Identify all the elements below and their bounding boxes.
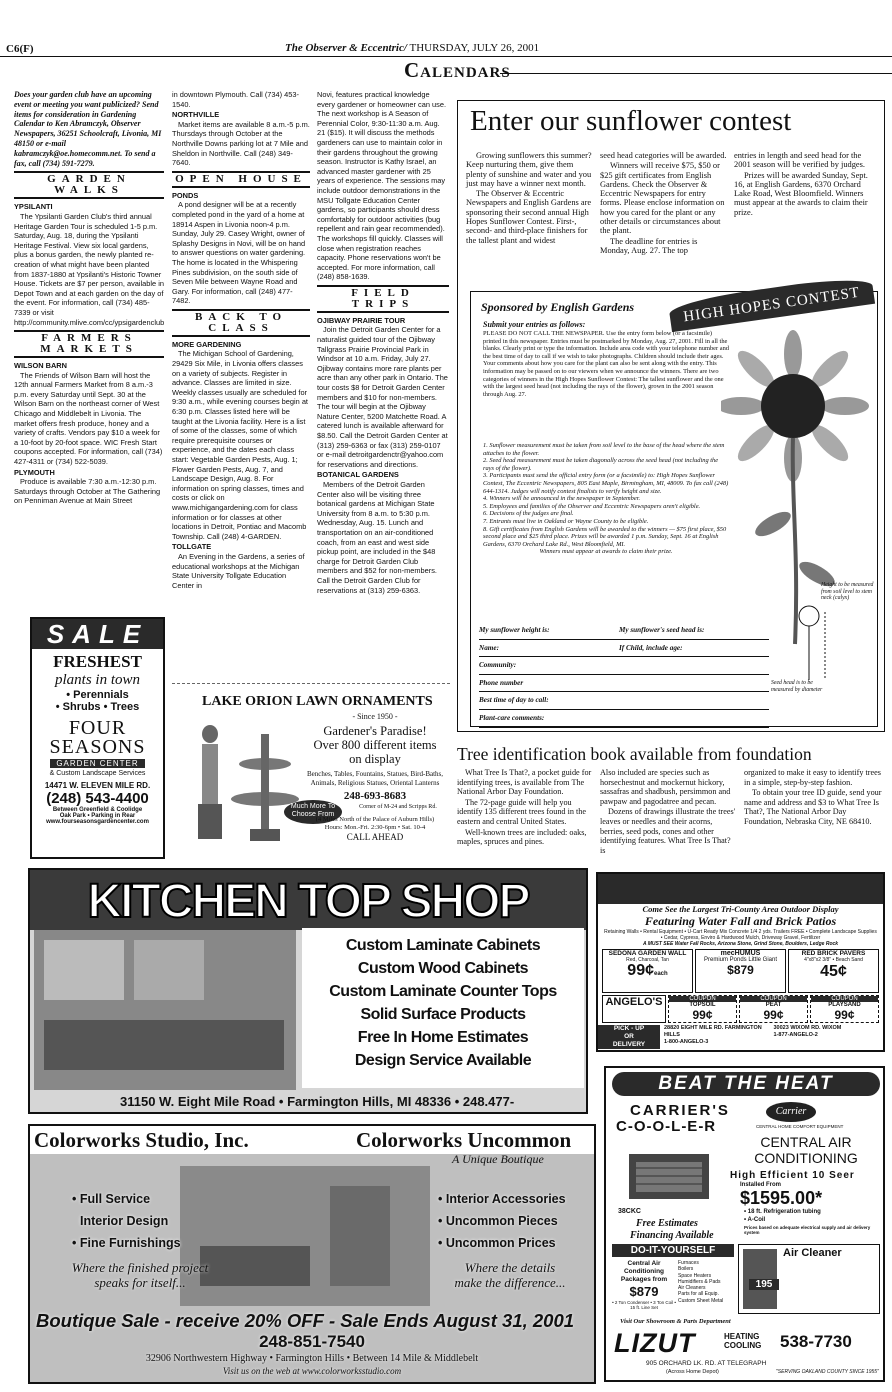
location-text: (4 Miles North of the Palace of Auburn Hills) [315, 816, 435, 823]
carrier-tag: CENTRAL HOME COMFORT EQUIPMENT [756, 1124, 844, 1129]
landscape-label: & Custom Landscape Services [49, 770, 146, 777]
lake-orion-phone: 248-693-8683 [343, 790, 407, 802]
service-2: Custom Wood Cabinets [357, 960, 529, 977]
column-3 [317, 90, 449, 596]
botanical-text: Members of the Detroit Garden Center also will be visiting three botanical gardens at Michigan State University from 8 a.m. to 5:30 p.m. Wednesday, Aug. 15. Lunch and transportation on an air-conditioned coach, from an east and west side pickup point, are included in the $48 charge for Detroit Garden Club members and $52 for non-members. Call the Detroit Garden Club for reservations at (313) 259-6363. [317, 479, 437, 595]
paradise-text: Gardener's Paradise! Over 800 different items on display [313, 724, 437, 766]
corner-text: Corner of M-24 and Scripps Rd. [359, 804, 437, 810]
angelos-coupons [598, 995, 883, 1023]
kitchen-shop-name: KITCHEN TOP SHOP [87, 875, 529, 928]
angelos-footer: PICK - UP OR DELIVERY 28820 EIGHT MILE RD. FARMINGTON HILLS 1-800-ANGELO-3 30023 WIXOM RD. WIXOM 1-877-ANGELO-2 [598, 1025, 883, 1049]
service-3: Custom Laminate Counter Tops [329, 983, 557, 1000]
field-trips-heading: FIELD TRIPS [317, 285, 449, 313]
entry-form [470, 284, 878, 727]
statue-fountain-icon [180, 714, 300, 849]
angelos-ad [596, 872, 885, 1052]
free-estimates: Free Estimates [636, 1218, 698, 1229]
boutique-sale: Boutique Sale - receive 20% OFF - Sale Ends August 31, 2001 [36, 1310, 575, 1331]
shrubs-trees: • Shrubs • Trees [55, 701, 140, 713]
angelos-products: SEDONA GARDEN WALL Red, Charcoal, Tan 99¢each mecHUMUS Premium Ponds Little Giant $879 RED BRICK PAVERS 4"x8"x2 3/8" • Beach Sand 45¢ [598, 947, 883, 995]
sponsor-text: Sponsored by English Gardens [481, 300, 635, 314]
service-1: Custom Laminate Cabinets [345, 937, 541, 954]
masthead: The Observer & Eccentric/ THURSDAY, JULY 26, 2001 [285, 42, 540, 54]
slogan-right: Where the details make the difference... [454, 1260, 566, 1290]
ojibway-text: Join the Detroit Garden Center for a naturalist guided tour of the Ojibway Tallgrass Prairie Provincial Park in Windsor at 10 a.m. Friday, July 27. Ojibway contains more rare plants per acre than any other park in Ontario. The tour costs $8 for Detroit Garden Center members and $10 for non-members. The tour will begin at the Ojibway Nature Center, 5200 Matchette Road. A catered lunch is available afterward for $8.50. Call the Detroit Garden Center at (313) 259-6363 or fax (313) 259-0107 or e-mail detroitgardenctr@yahoo.com for reservations and directions. [317, 325, 448, 469]
intro-text: Does your garden club have an upcoming event or meeting you want publicized? Send items for consideration in Gardening Calendar to Ken Abramczyk, Observer Newspapers, 36251 Schoolcraft, Livonia, MI 48150 or e-mail kabramczyk@oe.homecomm.net. To send a fax, call (734) 591-7279. [14, 90, 162, 168]
items-list: Benches, Tables, Fountains, Statues, Bird-Baths, Animals, Religious Statues, Oriental Lanterns [306, 770, 444, 787]
tree-col2: Also included are species such as horsechestnut and mockernut hickory, sassafras and shadbush, persimmon and pawpaw and pagodatree and pecan. Dozens of drawings illustrate the trees' leaves or needles and their acorns, berries, seed pods, cones and other identifying features. What Tree Is That? is [600, 768, 736, 855]
rules-text: PLEASE DO NOT CALL THE NEWSPAPER. Use the entry form below (or a facsimile) printed in this newspaper. Entries must be postmarked by Monday, Aug. 27, 2001. Fill in all the blanks. Clearly print or type the information. Include area code with your telephone number and the best time of day to call if we wish to take photographs. Children should include their ages. Your comments about how you care for the plant can also be sent along with the entry. This information may be passed on to our viewers when we announce the winners. There are two categories of winners in the High Hopes Sunflower Contest: The tallest sunflower and the one with the largest seed head (not including the rays of the flower), grown in the 2001 season through Aug. 27. [483, 330, 729, 398]
angelos-see: Come See the Largest Tri-County Area Outdoor Display [642, 904, 839, 914]
column-2 [172, 90, 310, 591]
tree-col1: What Tree Is That?, a pocket guide for identifying trees, is available from The National Arbor Day Foundation. The 72-page guide will help you identify 135 different trees found in the eastern and central United States. Well-known trees are included: oaks, maples, spruces and pines. [457, 768, 592, 847]
between-text: Between Greenfield & Coolidge [52, 807, 143, 813]
height-seed-field[interactable]: My sunflower height is: My sunflower's seed head is: [479, 622, 769, 640]
service-5: Free In Home Estimates [357, 1029, 529, 1046]
four-seasons-address: 14471 W. ELEVEN MILE RD. [44, 781, 151, 790]
diy-banner: DO-IT-YOURSELF [612, 1244, 734, 1257]
garden-center-label: GARDEN CENTER [50, 759, 145, 768]
page-number: C6(F) [6, 43, 34, 55]
northville-head: NORTHVILLE [172, 110, 220, 120]
contest-title: Enter our sunflower contest [470, 105, 792, 137]
four-seasons-ad [30, 617, 165, 859]
community-field[interactable]: Community: [479, 657, 769, 675]
since-text: - Since 1950 - [352, 712, 398, 721]
boutique-text: A Unique Boutique [452, 1152, 544, 1166]
cooler-text: C-O-O-L-E-R [616, 1118, 717, 1135]
entry-fields [479, 622, 769, 728]
plymouth-head: PLYMOUTH [14, 467, 55, 477]
tollgate-head: TOLLGATE [172, 542, 212, 552]
wilson-text: The Friends of Wilson Barn will host the 12th annual Farmers Market from 8 a.m.-3 p.m. every Saturday until Sept. 30 at the Wilson Barn on the northeast corner of West Chicago and Middlebelt in Livonia. The market offers fresh produce, honey and a variety of crafts. Vendors pay $10 a week for a 10-foot by 20-foot space. WIC Fresh Start coupons accepted. For information, call (734) 427-4311 or (734) 522-5039. [14, 370, 163, 467]
contest-col2: seed head categories will be awarded. Winners will receive $75, $50 or $25 gift certificates from English Gardens. Check the Observer & Eccentric Newspapers for entry forms. Please enclose information on how you cared for the plant or any other details or circumstances about the plant. The deadline for entries is Monday, Aug. 27. The top [600, 151, 727, 255]
lizut-ad [604, 1066, 885, 1382]
farmers-markets-heading: FARMERS MARKETS [14, 330, 164, 358]
carrier-logo: Carrier [766, 1102, 816, 1122]
colorworks-web[interactable]: Visit us on the web at www.colorworksstudio.com [222, 1366, 402, 1376]
ojibway-head: OJIBWAY PRAIRIE TOUR [317, 315, 406, 325]
service-6: Design Service Available [354, 1052, 532, 1069]
botanical-head: BOTANICAL GARDENS [317, 470, 399, 480]
high-hopes-banner: HIGH HOPES CONTEST [668, 274, 875, 332]
plants-text: plants in town [54, 672, 140, 688]
colorworks-studio: Colorworks Studio, Inc. [34, 1128, 249, 1152]
colorworks-left-list: • Full Service Interior Design • Fine Furnishings [72, 1192, 181, 1250]
measure-diagram-icon [791, 602, 831, 682]
lizut-address: 905 ORCHARD LK. RD. AT TELEGRAPH [646, 1360, 767, 1367]
feature-tubing: • 18 ft. Refrigeration tubing [744, 1209, 821, 1215]
heating-cooling: HEATING COOLING [724, 1332, 762, 1350]
kitchen-top-shop-ad [28, 868, 588, 1114]
central-air-text: CENTRAL AIR CONDITIONING [754, 1134, 858, 1166]
back-to-class-heading: BACK TO CLASS [172, 309, 310, 337]
four-seasons-web: www.fourseasonsgardencenter.com [46, 819, 149, 825]
submit-heading: Submit your entries as follows: [483, 320, 586, 329]
col3-top: Novi, features practical knowledge every gardener or homeowner can use. The next workshop is A Season of Perennial Color, 9:30-11:30 a.m. Aug. 21 ($15). It will discuss the methods gardeners can use to maintain color in their gardens throughout the growing season. Instructor is Kathy Israel, an advanced master gardener with 25 years of experience. The sessions may include outdoor demonstrations in the MSU Tollgate Education Center gardens, so participants should dress comfortably for outdoor activities (bug repellent and rain gear recommended). The workshops fill quickly. Classes will close when registration reaches capacity. Phone reservations won't be accepted. For more information, call (248) 858-1639. [317, 90, 446, 282]
height-diagram-note: Height to be measured from soil level to stem neck (calyx) [821, 582, 874, 601]
parts-list: Furnaces Boilers Space Heaters Humidifiers & Pads Air Cleaners Parts for all Equip. Custom Sheet Metal [678, 1260, 724, 1304]
efficiency-text: High Efficient 10 Seer [730, 1170, 855, 1181]
contest-col1: Growing sunflowers this summer? Keep nurturing them, give them plenty of sunshine and water and you just may have a winner next month. The Observer & Eccentric Newspapers and English Gardens are sponsoring their second annual High Hopes Sunflower Contest. First-, second- and third-place finishers for the tallest plant and widest [466, 151, 592, 245]
name-field[interactable]: Name: If Child, include age: [479, 640, 769, 658]
feature-coil: • A-Coil [744, 1217, 766, 1223]
lake-orion-name: LAKE ORION LAWN ORNAMENTS [202, 694, 433, 709]
kitchen-photo [34, 930, 296, 1090]
sunflower-contest [457, 100, 885, 732]
colorworks-phone: 248-851-7540 [259, 1332, 365, 1351]
price-note: Prices based on adequate electrical supply and air delivery system [744, 1225, 871, 1235]
kitchen-services [302, 928, 584, 1088]
lizut-logo: LIZUT [614, 1328, 696, 1358]
parking-text: Oak Park • Parking in Rear [59, 813, 136, 819]
choose-badge: Much More To Choose From [284, 800, 342, 824]
colorworks-right-list: • Interior Accessories • Uncommon Pieces • Uncommon Prices [438, 1192, 566, 1250]
colorworks-ad [28, 1124, 596, 1384]
ponds-text: A pond designer will be at a recently completed pond in the yard of a home at 18914 Aspen in Livonia noon-4 p.m. Sunday, July 29. Casey Wright, owner of Splashy Designs in Novi, will be on hand to answer questions on water gardening. The home is located in the Whispering Pines subdivision, on the south side of Seven Mile between Wayne Road and Gary. For information, call (248) 477-7482. [172, 200, 306, 306]
installed-from: Installed From [740, 1182, 782, 1188]
angelos-feature: Featuring Water Fall and Brick Patios [644, 914, 837, 928]
ponds-head: PONDS [172, 190, 199, 200]
kitchen-address: 31150 W. Eight Mile Road • Farmington Hills, MI 48336 • 248.477- [120, 1094, 515, 1109]
tree-col3: organized to make it easy to identify trees in a simple, step-by-step fashion. To obtain your tree ID guide, send your name and address and $3 to What Tree Is That?, The National Arbor Day Foundation, Nebraska City, NE 68410. [744, 768, 882, 826]
carriers-text: CARRIER'S [630, 1102, 730, 1119]
four-seasons-phone: (248) 543-4400 [46, 790, 149, 807]
angelos-must-see: A MUST SEE Water Fall Rocks, Arizona Stone, Grind Stone, Boulders, Ledge Rock [642, 941, 839, 947]
tree-title: Tree identification book available from foundation [457, 744, 812, 764]
beat-the-heat: BEAT THE HEAT [612, 1072, 880, 1096]
col2-top: in downtown Plymouth. Call (734) 453-1540. [172, 90, 299, 109]
hours-text: Hours: Mon.-Fri. 2:30-6pm • Sat. 10-4 [324, 824, 426, 831]
plymouth-text: Produce is available 7:30 a.m.-12:30 p.m. Saturdays through October at The Gathering on Penniman Avenue at Main Street [14, 477, 161, 506]
air-cleaner-price: 195 [749, 1279, 779, 1290]
financing: Financing Available [630, 1230, 714, 1241]
playsand-coupon[interactable]: COUPON PLAYSAND 99¢ [810, 995, 879, 1023]
angelos-sub: Retaining Walls • Rental Equipment • U-Cart Ready Mix Concrete 1/4 2 yds. Trailers FREE • Complete Landscape Supplies • Cedar, Cypress, Enviro & Hardwood Mulch, Driveway Gravel, Fertilizer [604, 929, 877, 941]
call-ahead-text: CALL AHEAD [346, 832, 404, 842]
packages-price: $879 [629, 1284, 659, 1299]
serving-text: "SERVING OAKLAND COUNTY SINCE 1955" [776, 1369, 879, 1375]
best-time-field[interactable]: Best time of day to call: [479, 692, 769, 710]
northville-text: Market items are available 8 a.m.-5 p.m. Thursdays through October at the Northville Downs parking lot at 7 Mile and Sheldon in Northville. Call (248) 349-7640. [172, 119, 310, 168]
service-4: Solid Surface Products [360, 1006, 526, 1023]
peat-coupon[interactable]: COUPON PEAT 99¢ [739, 995, 808, 1023]
seed-diagram-note: Seed head is to be measured by diameter [771, 680, 823, 693]
colorworks-uncommon: Colorworks Uncommon [356, 1128, 572, 1152]
air-cleaner-title: Air Cleaner [783, 1247, 842, 1259]
contest-col3: entries in length and seed head for the 2001 season will be verified by judges. Prizes will be awarded Sunday, Sept. 16, at English Gardens, 6370 Orchard Lake Road, West Bloomfield. Winners must appear at the awards to claim their prize. [734, 151, 868, 217]
comments-field[interactable]: Plant-care comments: [479, 710, 769, 728]
lake-orion-ad [172, 683, 450, 853]
more-gardening-text: The Michigan School of Gardening, 29429 Six Mile, in Livonia offers classes on a variety of subjects. Register in advance. Classes are limited in size. Weekly classes usually are scheduled for 9:30 a.m., while evening courses begin at 6:30 p.m. Classes listed here will be taught at the Livonia facility. Here is a list of some of the classes, some of which require prerequisite courses or experience, and the dates each class start: Vegetable Garden Pests, Aug. 1; Flower Garden Pests, Aug. 7, and Landscape Design, Aug. 8. For information on spring classes, times and costs or click on www.michigangardening.com for class information or for classes at other locations in Detroit, Pontiac and Macomb Township. Call (248) 4-GARDEN. [172, 349, 308, 541]
wilson-head: WILSON BARN [14, 361, 67, 371]
across-text: (Across Home Depot) [666, 1369, 719, 1375]
more-gardening-head: MORE GARDENING [172, 339, 242, 349]
room-photo [180, 1166, 430, 1306]
packages-detail: • 2 Ton Condenser • 3 Ton Coil • 15 ft. Line Set [612, 1300, 676, 1310]
topsoil-coupon[interactable]: COUPON TOPSOIL 99¢ [668, 995, 737, 1023]
ypsilanti-text: The Ypsilanti Garden Club's third annual Heritage Garden Tour is scheduled 1-5 p.m. Saturday, Aug. 18, during the Ypsilanti Heritage Festival. View six local gardens, plus a bonus garden, the newly planted re-creation of what might have been planted from 1837-1880 at Ypsilanti's Historic Towner House. Tickets are $7 per person, available in Depot Town and at each garden on the day of the event. For information, call (734) 485-7339 or visit http://community.mlive.com/cc/ypsigardenclub [14, 211, 165, 327]
angelos-logo: ANGELO'S [602, 995, 666, 1023]
freshest-text: FRESHEST [53, 652, 142, 671]
tollgate-text: An Evening in the Gardens, a series of educational workshops at the Michigan State University Tollgate Education Center in [172, 551, 305, 590]
sale-banner: SALE [32, 619, 163, 649]
perennials: • Perennials [66, 689, 129, 701]
four-seasons-logo: FOUR SEASONS [49, 717, 146, 758]
ac-price: $1595.00* [740, 1188, 823, 1208]
visit-showroom: Visit Our Showroom & Parts Department [620, 1318, 731, 1325]
ac-unit-icon [624, 1144, 714, 1204]
packages-text: Central Air Conditioning Packages from [620, 1260, 668, 1283]
model-number: 38CKC [618, 1208, 641, 1215]
open-house-heading: OPEN HOUSE [172, 171, 310, 188]
lizut-phone: 538-7730 [780, 1332, 852, 1351]
colorworks-address: 32906 Northwestern Highway • Farmington Hills • Between 14 Mile & Middlebelt [145, 1353, 479, 1364]
ypsilanti-head: YPSILANTI [14, 202, 53, 212]
section-title: Calendars [404, 58, 511, 82]
slogan-left: Where the finished project speaks for itself... [71, 1260, 209, 1290]
rules-list: 1. Sunflower measurement must be taken from soil level to the base of the head where the stem attaches to the flower. 2. Seed head measurement must be taken diagonally across the seed head (not including the rays of the flower). 3. Participants must send the official entry form (or a facsimile) to: High Hopes Sunflower Contest, The Eccentric Newspapers, 805 East Maple, Birmingham, MI, 48009. To fax call (248) 644-1314. Judges will notify contest finalists to verify height and size. 4. Winners will be announced in the newspaper in September. 5. Employees and families of the Observer and Eccentric Newspapers aren't eligible. 6. Decisions of the judges are final. 7. Entrants must live in Oakland or Wayne County to be eligible. 8. Gift certificates from English Gardens will be awarded to the winners — $75 first place, $50 second place and $25 third place. Prizes will be awarded 1 p.m. Sunday, Sept. 16 at English Gardens, 6370 Orchard Lake Rd., West Bloomfield, MI. Winners must appear at awards to claim their prize. [483, 442, 729, 556]
garden-walks-heading: GARDEN WALKS [14, 171, 164, 199]
column-1 [14, 90, 164, 507]
phone-field[interactable]: Phone number [479, 675, 769, 693]
air-cleaner-box [738, 1244, 880, 1314]
